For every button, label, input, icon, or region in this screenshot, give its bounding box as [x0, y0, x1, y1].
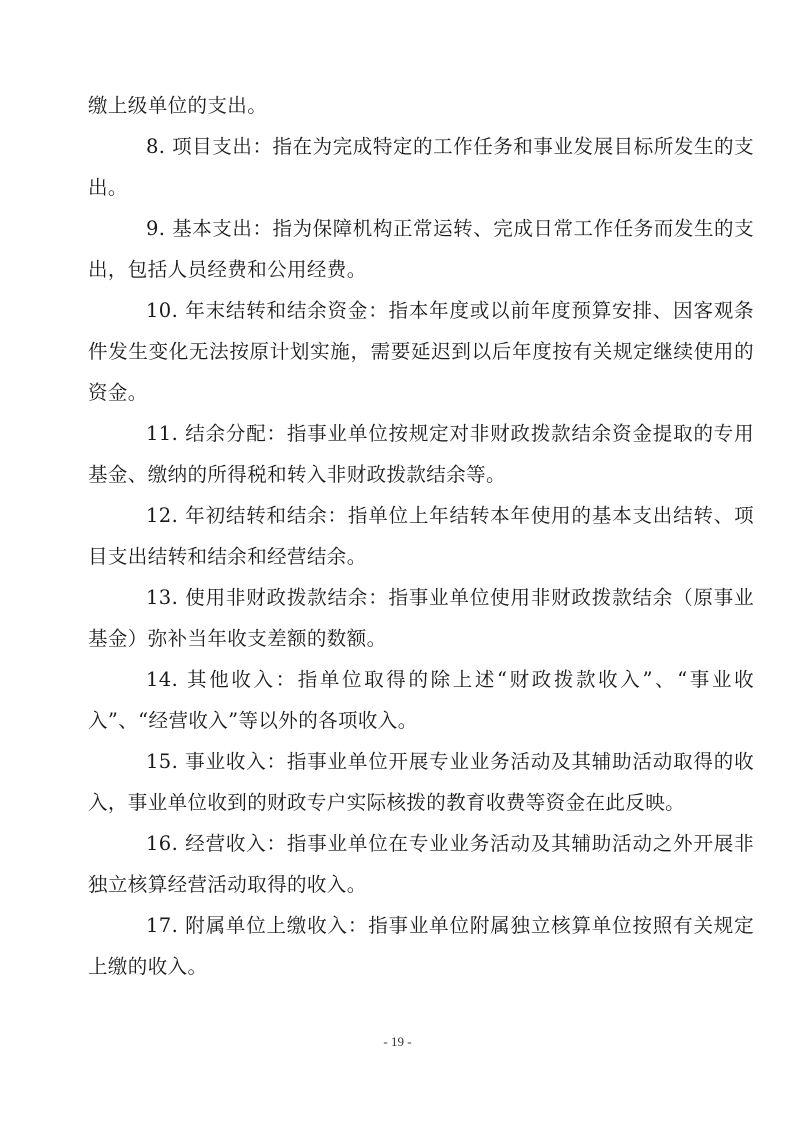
document-body	[88, 85, 754, 987]
paragraph: 9. 基本支出：指为保障机构正常运转、完成日常工作任务而发生的支出，包括人员经费和公用经费。	[88, 217, 754, 281]
paragraph: 缴上级单位的支出。	[88, 94, 268, 117]
paragraph: 12. 年初结转和结余：指单位上年结转本年使用的基本支出结转、项目支出结转和结余和经营结余。	[88, 504, 754, 568]
paragraph: 15. 事业收入：指事业单位开展专业业务活动及其辅助活动取得的收入，事业单位收到的财政专户实际核拨的教育收费等资金在此反映。	[88, 750, 754, 814]
paragraph: 16. 经营收入：指事业单位在专业业务活动及其辅助活动之外开展非独立核算经营活动取得的收入。	[88, 832, 754, 896]
paragraph: 17. 附属单位上缴收入：指事业单位附属独立核算单位按照有关规定上缴的收入。	[88, 914, 754, 978]
paragraph: 14. 其他收入：指单位取得的除上述“财政拨款收入”、“事业收入”、“经营收入”等以外的各项收入。	[88, 668, 754, 732]
paragraph: 8. 项目支出：指在为完成特定的工作任务和事业发展目标所发生的支出。	[88, 135, 754, 199]
paragraph: 10. 年末结转和结余资金：指本年度或以前年度预算安排、因客观条件发生变化无法按原计划实施，需要延迟到以后年度按有关规定继续使用的资金。	[88, 299, 754, 404]
paragraph: 13. 使用非财政拨款结余：指事业单位使用非财政拨款结余（原事业基金）弥补当年收支差额的数额。	[88, 586, 754, 650]
paragraph: 11. 结余分配：指事业单位按规定对非财政拨款结余资金提取的专用基金、缴纳的所得税和转入非财政拨款结余等。	[88, 422, 754, 486]
page-number: - 19 -	[383, 1034, 412, 1049]
